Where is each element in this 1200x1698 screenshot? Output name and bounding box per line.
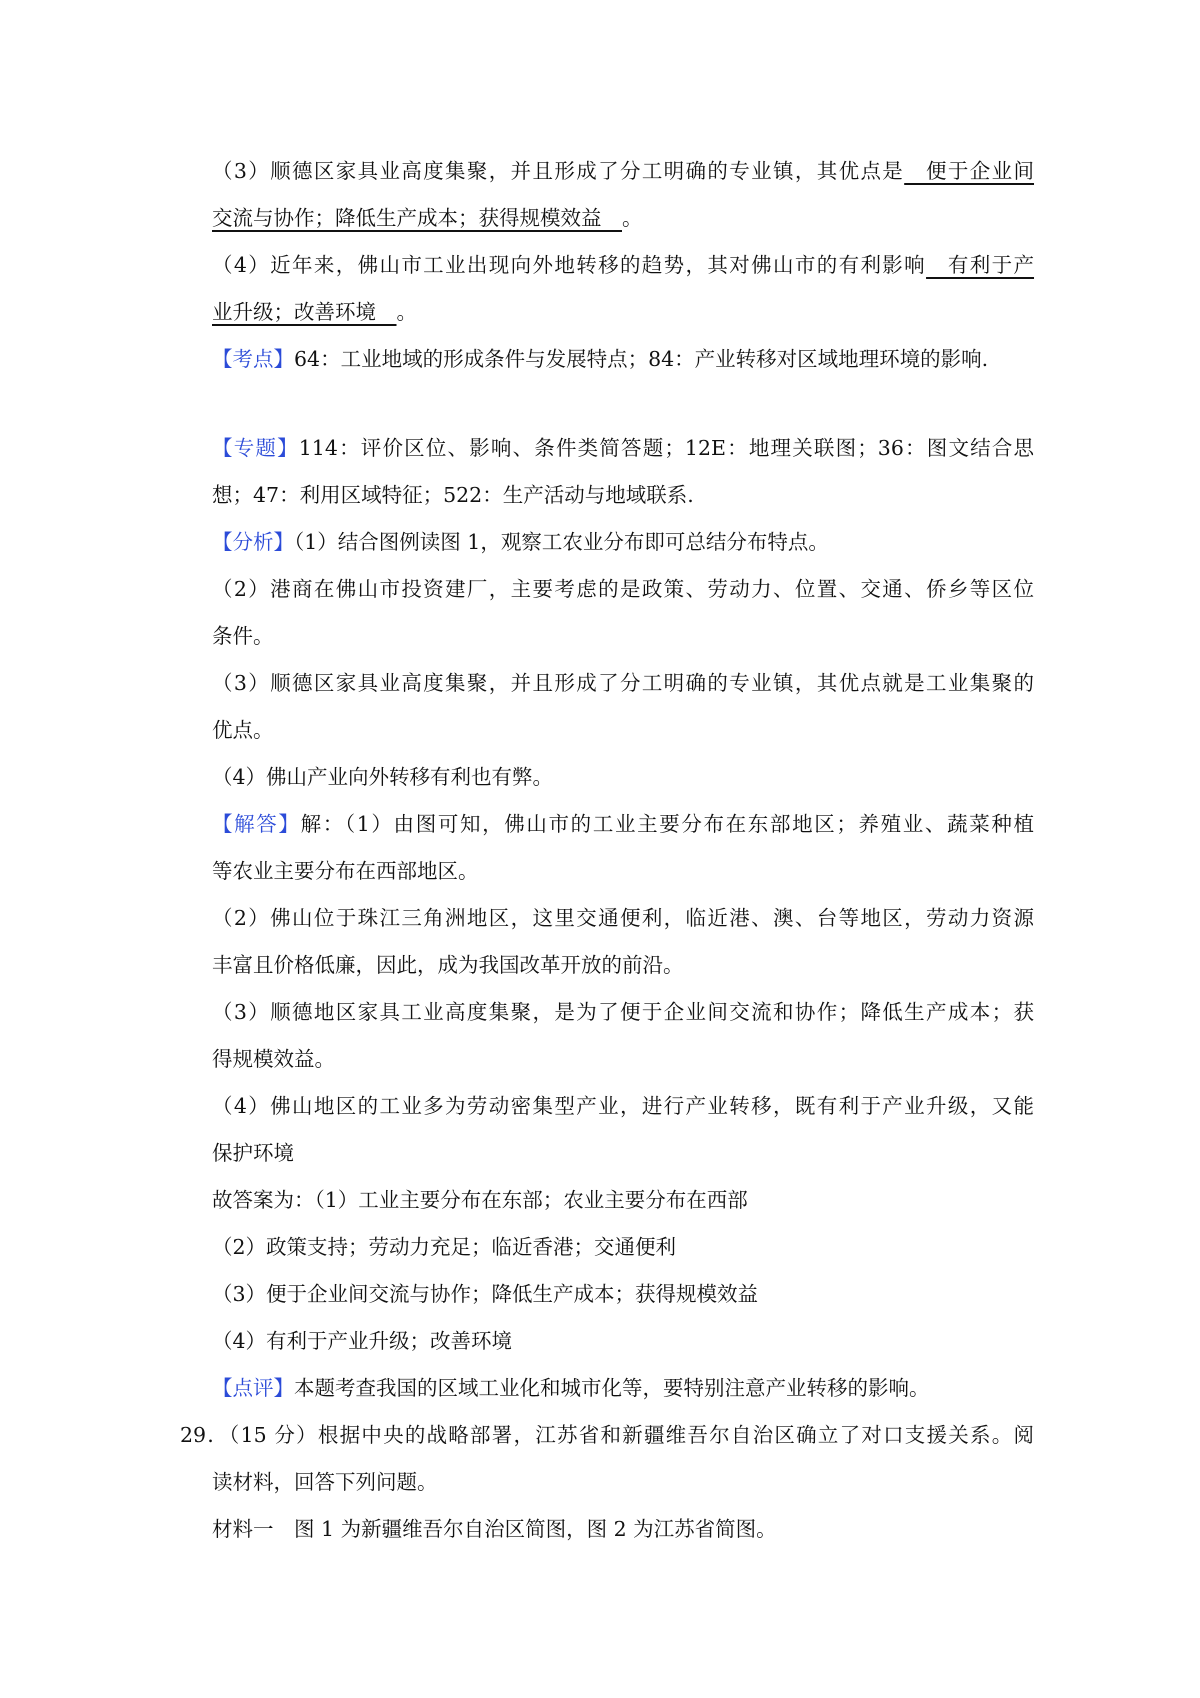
fenxi-text-4: （4）佛山产业向外转移有利也有弊。 — [212, 765, 554, 789]
document-body — [180, 148, 1035, 1553]
question-4-answer-part2: 业升级；改善环境 — [212, 300, 397, 324]
fenxi-tag: 【分析】 — [212, 530, 294, 554]
question-3-text: （3）顺德区家具业高度集聚，并且形成了分工明确的专业镇，其优点是 — [212, 159, 905, 183]
jieda-text-3b: 得规模效益。 — [212, 1047, 335, 1071]
jieda-text-4a: （4）佛山地区的工业多为劳动密集型产业，进行产业转移，既有利于产业升级，又能 — [212, 1094, 1034, 1118]
jieda-line-3a — [212, 989, 1034, 1036]
question-29-text-2: 读材料，回答下列问题。 — [212, 1470, 438, 1494]
jieda-line-1b — [212, 848, 1034, 895]
answer-line-1 — [212, 1177, 1034, 1224]
question-4-answer-part1: 有利于产 — [926, 253, 1035, 277]
jieda-tag: 【解答】 — [212, 812, 301, 836]
fenxi-line-3a — [212, 660, 1034, 707]
fenxi-text-2b: 条件。 — [212, 624, 274, 648]
zhuanti-text-2: 想；47：利用区域特征；522：生产活动与地域联系. — [212, 483, 694, 507]
question-29-line-3 — [212, 1506, 1034, 1553]
fenxi-text-1: （1）结合图例读图 1，观察工农业分布即可总结分布特点。 — [294, 530, 829, 554]
answer-text-4: （4）有利于产业升级；改善环境 — [212, 1329, 513, 1353]
question-4-text: （4）近年来，佛山市工业出现向外地转移的趋势，其对佛山市的有利影响 — [212, 253, 927, 277]
jieda-line-2b — [212, 942, 1034, 989]
jieda-text-2a: （2）佛山位于珠江三角洲地区，这里交通便利，临近港、澳、台等地区，劳动力资源 — [212, 906, 1034, 930]
dianping-line — [212, 1365, 1034, 1412]
dianping-text: 本题考查我国的区域工业化和城市化等，要特别注意产业转移的影响。 — [294, 1376, 930, 1400]
fenxi-line-3b — [212, 707, 1034, 754]
question-29-line-2 — [212, 1459, 1034, 1506]
answer-text-2: （2）政策支持；劳动力充足；临近香港；交通便利 — [212, 1235, 677, 1259]
zhuanti-tag: 【专题】 — [212, 436, 299, 460]
jieda-line-4b — [212, 1130, 1034, 1177]
fenxi-text-2a: （2）港商在佛山市投资建厂，主要考虑的是政策、劳动力、位置、交通、侨乡等区位 — [212, 577, 1034, 601]
jieda-text-1a: 解：（1）由图可知，佛山市的工业主要分布在东部地区；养殖业、蔬菜种植 — [300, 812, 1034, 836]
jieda-line-2a — [212, 895, 1034, 942]
jieda-text-1b: 等农业主要分布在西部地区。 — [212, 859, 479, 883]
answer-line-4 — [212, 1318, 1034, 1365]
fenxi-line-4 — [212, 754, 1034, 801]
jieda-text-2b: 丰富且价格低廉，因此，成为我国改革开放的前沿。 — [212, 953, 684, 977]
question-29-text-1: 29．（15 分）根据中央的战略部署，江苏省和新疆维吾尔自治区确立了对口支援关系。阅 — [180, 1423, 1034, 1447]
answer-line-3 — [212, 1271, 1034, 1318]
kaodian-tag: 【考点】 — [212, 347, 294, 371]
zhuanti-line-2 — [212, 472, 1034, 519]
jieda-line-1a — [212, 801, 1034, 848]
zhuanti-line-1 — [212, 425, 1034, 472]
question-3-line-1 — [212, 148, 1034, 195]
question-3-answer-part2: 交流与协作；降低生产成本；获得规模效益 — [212, 206, 622, 230]
answer-text-1: 故答案为：（1）工业主要分布在东部；农业主要分布在西部 — [212, 1188, 748, 1212]
fenxi-line-2b — [212, 613, 1034, 660]
question-3-line-2 — [212, 195, 1034, 242]
answer-text-3: （3）便于企业间交流与协作；降低生产成本；获得规模效益 — [212, 1282, 759, 1306]
question-4-line-2 — [212, 289, 1034, 336]
fenxi-line-1 — [212, 519, 1034, 566]
question-29-text-3: 材料一 图 1 为新疆维吾尔自治区简图，图 2 为江苏省简图。 — [212, 1517, 777, 1541]
jieda-line-4a — [212, 1083, 1034, 1130]
question-4-end: 。 — [396, 300, 417, 324]
question-3-end: 。 — [622, 206, 643, 230]
kaodian-text: 64：工业地域的形成条件与发展特点；84：产业转移对区域地理环境的影响. — [294, 347, 989, 371]
jieda-text-4b: 保护环境 — [212, 1141, 294, 1165]
jieda-text-3a: （3）顺德地区家具工业高度集聚，是为了便于企业间交流和协作；降低生产成本；获 — [212, 1000, 1034, 1024]
spacer — [212, 383, 1034, 425]
fenxi-line-2a — [212, 566, 1034, 613]
fenxi-text-3a: （3）顺德区家具业高度集聚，并且形成了分工明确的专业镇，其优点就是工业集聚的 — [212, 671, 1034, 695]
question-3-answer-part1: 便于企业间 — [904, 159, 1035, 183]
zhuanti-text-1: 114：评价区位、影响、条件类简答题；12E：地理关联图；36：图文结合思 — [298, 436, 1035, 460]
jieda-line-3b — [212, 1036, 1034, 1083]
question-29-line-1 — [180, 1412, 1034, 1459]
kaodian-line — [212, 336, 1034, 383]
answer-line-2 — [212, 1224, 1034, 1271]
question-4-line-1 — [212, 242, 1034, 289]
dianping-tag: 【点评】 — [212, 1376, 294, 1400]
fenxi-text-3b: 优点。 — [212, 718, 274, 742]
